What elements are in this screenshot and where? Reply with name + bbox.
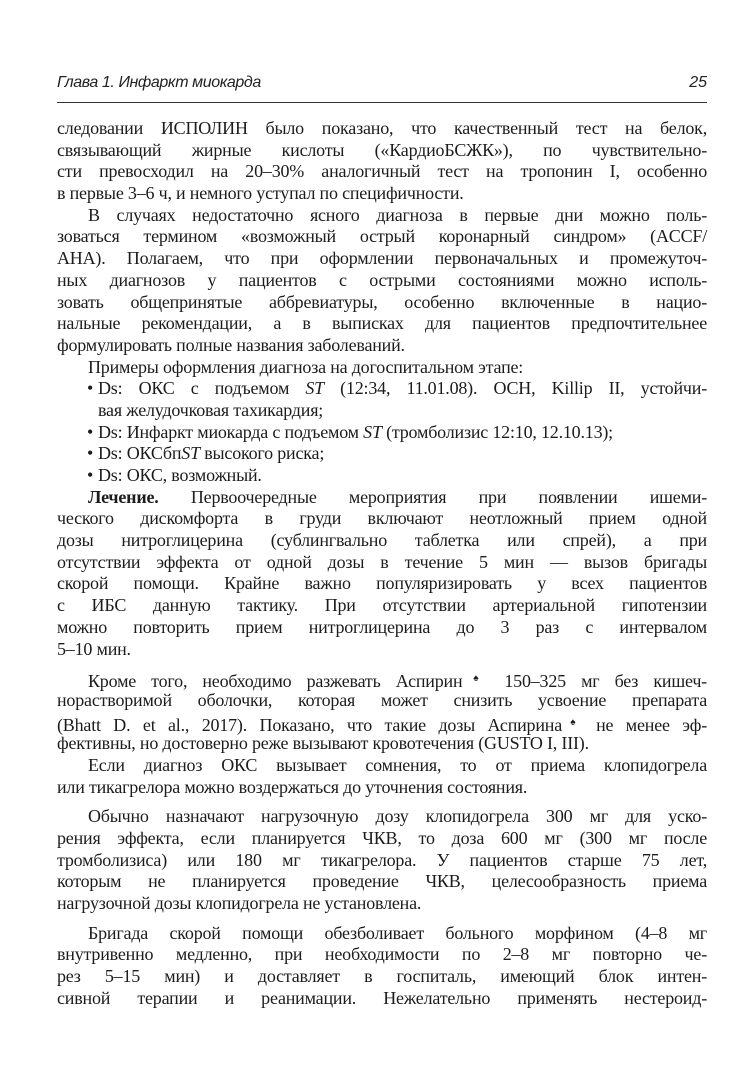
text-line [57, 487, 707, 509]
text-line [57, 755, 707, 777]
text-run: не менее эф- [583, 714, 707, 735]
chapter-title: Глава 1. Инфаркт миокарда [57, 74, 261, 91]
text-line [57, 944, 707, 966]
header-rule [57, 102, 707, 103]
text-run: внутривенно медленно, при необходимости по 2–8 мг повторно че- [57, 944, 707, 965]
text-line [57, 422, 707, 444]
text-line [57, 508, 707, 530]
text-line [57, 465, 707, 487]
text-run: (тромболизис 12:10, 12.10.13); [381, 421, 613, 442]
paragraph [57, 668, 707, 755]
text-line [57, 335, 707, 357]
text-run: В случаях недостаточно ясного диагноза в первые дни можно поль- [88, 204, 707, 225]
text-run: нальные рекомендации, а в выписках для пациентов предпочтительнее [57, 313, 707, 334]
text-run: ных диагнозов у пациентов с острыми состояниями можно исполь- [57, 269, 707, 290]
text-line [57, 639, 707, 661]
text-line [57, 871, 707, 893]
text-line [57, 140, 707, 162]
text-run: связывающий жирные кислоты («КардиоБСЖК»), по чувствительно- [57, 139, 707, 160]
text-line [57, 357, 707, 379]
paragraph [57, 923, 707, 1010]
text-run: AHA). Полагаем, что при оформлении первоначальных и промежуточ- [57, 248, 707, 269]
text-line [57, 988, 707, 1010]
italic-term: ST [305, 378, 324, 399]
text-run: зоваться термином «возможный острый коронарный синдром» (ACCF/ [57, 226, 707, 247]
text-line [57, 226, 707, 248]
text-line [57, 118, 707, 140]
text-line [57, 443, 707, 465]
text-run: в первые 3–6 ч, и немного уступал по специфичности. [57, 183, 464, 204]
text-line [57, 712, 707, 734]
text-run: Обычно назначают нагрузочную дозу клопидогрела 300 мг для уско- [88, 806, 707, 827]
text-line [57, 270, 707, 292]
text-run: ческого дискомфорта в груди включают неотложный прием одной [57, 508, 707, 529]
text-line [57, 248, 707, 270]
text-run: Примеры оформления диагноза на догоспитальном этапе: [88, 356, 524, 377]
running-header [57, 70, 707, 96]
trademark-mark-icon: ♠ [462, 673, 490, 685]
text-line [57, 690, 707, 712]
text-run: (Bhatt D. et al., 2017). Показано, что такие дозы Аспирина [57, 714, 563, 735]
text-run: следовании ИСПОЛИН было показано, что качественный тест на белок, [57, 118, 707, 138]
text-run: Кроме того, необходимо разжевать Аспирин [88, 671, 463, 692]
text-line [57, 530, 707, 552]
text-run: рения эффекта, если планируется ЧКВ, то доза 600 мг (300 мг после [57, 828, 707, 848]
bold-heading: Лечение. [88, 486, 159, 507]
list-item [57, 378, 707, 421]
trademark-mark-icon: ♠ [562, 716, 584, 728]
text-run: высокого риска; [199, 443, 325, 464]
text-run: можно повторить прием нитроглицерина до 3 раз с интервалом [57, 616, 707, 637]
text-line [57, 733, 707, 755]
text-line [57, 292, 707, 314]
text-line [57, 573, 707, 595]
text-line [57, 923, 707, 945]
text-run: сти превосходил на 20–30% аналогичный тест на тропонин I, особенно [57, 161, 707, 182]
text-line [57, 552, 707, 574]
bullet-icon: • [87, 465, 94, 485]
italic-term: ST [363, 421, 382, 442]
text-run: сивной терапии и реанимации. Нежелательно применять нестероид- [57, 987, 707, 1008]
text-run: норастворимой оболочки, которая может снизить усвоение препарата [57, 689, 707, 710]
paragraph [57, 755, 707, 798]
text-run: которым не планируется проведение ЧКВ, целесообразность приема [57, 871, 707, 892]
paragraph [57, 487, 707, 661]
text-line [57, 161, 707, 183]
text-line [57, 966, 707, 988]
text-run: Если диагноз ОКС вызывает сомнения, то от приема клопидогрела [88, 754, 707, 775]
text-line [57, 806, 707, 828]
text-line [57, 183, 707, 205]
text-line [57, 850, 707, 872]
bullet-icon: • [87, 421, 94, 442]
text-run: тромболизиса) или 180 мг тикагрелора. У пациентов старше 75 лет, [57, 849, 707, 870]
italic-term: ST [181, 443, 200, 464]
text-run: Ds: ОКСбп [98, 443, 182, 464]
text-run: Бригада скорой помощи обезболивает больного морфином (4–8 мг [88, 922, 707, 943]
paragraph [57, 806, 707, 914]
text-run: формулировать полные названия заболеваний. [57, 334, 405, 355]
page-number: 25 [689, 74, 707, 91]
text-run: отсутствии эффекта от одной дозы в течение 5 мин — вызов бригады [57, 551, 707, 572]
text-run: Первоочередные мероприятия при появлении ишеми- [158, 486, 707, 507]
text-run: фективны, но достоверно реже вызывают кровотечения (GUSTO I, III). [57, 733, 589, 754]
text-run: вая желудочковая тахикардия; [98, 399, 324, 420]
paragraph [57, 205, 707, 357]
text-line [57, 668, 707, 690]
list-item [57, 465, 707, 487]
bullet-icon: • [87, 378, 94, 399]
paragraph [57, 357, 707, 379]
paragraph [57, 118, 707, 205]
text-line [57, 828, 707, 850]
text-run: Ds: Инфаркт миокарда с подъемом [98, 421, 364, 442]
bullet-icon: • [87, 443, 94, 464]
text-line [57, 378, 707, 400]
text-run: рез 5–15 мин) и доставляет в госпиталь, имеющий блок интен- [57, 966, 707, 987]
text-line [57, 313, 707, 335]
text-line [57, 617, 707, 639]
text-line [57, 595, 707, 617]
text-run: или тикагрелора можно воздержаться до уточнения состояния. [57, 776, 528, 797]
text-run: нагрузочной дозы клопидогрела не установлена. [57, 893, 422, 914]
text-line [57, 893, 707, 915]
text-line [57, 777, 707, 799]
text-run: дозы нитроглицерина (сублингвально таблетка или спрей), а при [57, 530, 707, 551]
text-line [57, 205, 707, 227]
text-run: Ds: ОКС, возможный. [98, 465, 262, 485]
text-run: скорой помощи. Крайне важно популяризировать у всех пациентов [57, 573, 707, 594]
text-run: с ИБС данную тактику. При отсутствии артериальной гипотензии [57, 595, 707, 616]
text-line [57, 400, 707, 422]
list-item [57, 443, 707, 465]
body-text [57, 118, 707, 1010]
text-run: (12:34, 11.01.08). ОСН, Killip II, устойчи- [323, 378, 707, 399]
text-run: Ds: ОКС с подъемом [98, 378, 306, 399]
text-run: зовать общепринятые аббревиатуры, особенно включенные в нацио- [57, 291, 707, 312]
text-run: 5–10 мин. [57, 638, 131, 659]
text-run: 150–325 мг без кишеч- [489, 671, 707, 692]
list-item [57, 422, 707, 444]
